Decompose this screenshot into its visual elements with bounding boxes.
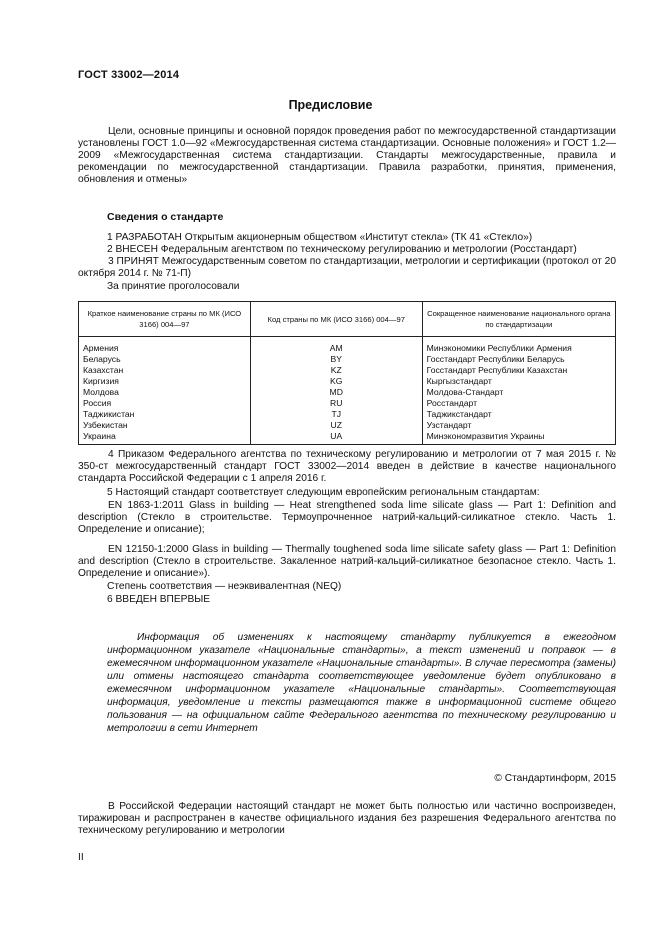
item-6: 6 ВВЕДЕН ВПЕРВЫЕ [107,594,211,605]
country-cell: Киргизия [79,376,251,387]
table-row [79,420,616,431]
body-cell: Кыргызстандарт [422,376,615,387]
code-cell: MD [250,387,422,398]
table-row [79,409,616,420]
code-cell: KG [250,376,422,387]
table-row [79,365,616,376]
table-row [79,431,616,445]
country-cell: Беларусь [79,354,251,365]
page-number: II [78,852,84,863]
item-2: 2 ВНЕСЕН Федеральным агентством по техническому регулированию и метрологии (Росстандарт) [107,244,577,255]
code-cell: UA [250,431,422,445]
country-cell: Узбекистан [79,420,251,431]
country-cell: Украина [79,431,251,445]
code-cell: KZ [250,365,422,376]
table-row [79,354,616,365]
header-country: Краткое наименование страны по МК (ИСО 3166) 004—97 [79,302,251,337]
table-row [79,398,616,409]
body-cell: Росстандарт [422,398,615,409]
table-row [79,387,616,398]
body-cell: Минэкономразвития Украины [422,431,615,445]
standard-en-1863: EN 1863-1:2011 Glass in building — Heat strengthened soda lime silicate glass — Part 1: Definition and description (Стекло в строительстве. Термоупрочненное натрий-кальций-силикатное стекло. Часть 1. Определение и описание); [78,500,616,535]
body-cell: Госстандарт Республики Казахстан [422,365,615,376]
legal-notice: В Российской Федерации настоящий стандарт не может быть полностью или частично воспроизведен, тиражирован и распространен в качестве официального издания без разрешения Федерального агентства по техническому регулированию и метрологии [78,801,616,836]
body-cell: Молдова-Стандарт [422,387,615,398]
code-cell: RU [250,398,422,409]
change-info-notice: Информация об изменениях к настоящему стандарту публикуется в ежегодном информационном указателе «Национальные стандарты», а текст изменений и поправок — в ежемесячном информационном указателе «Национальные стандарты». В случае пересмотра (замены) или отмены настоящего стандарта соответствующее уведомление будет опубликовано в ежемесячном информационном указателе «Национальные стандарты». Соответствующая информация, уведомление и тексты размещаются также в информационной системе общего пользования — на официальном сайте Федерального агентства по техническому регулированию и метрологии в сети Интернет [107,632,616,734]
page-title: Предисловие [288,98,373,112]
country-cell: Молдова [79,387,251,398]
header-code: Код страны по МК (ИСО 3166) 004—97 [250,302,422,337]
intro-paragraph: Цели, основные принципы и основной порядок проведения работ по межгосударственной стандартизации установлены ГОСТ 1.0—92 «Межгосударственная система стандартизации. Основные положения» и ГОСТ 1.2—2009 «Межгосударственная система стандартизации. Стандарты межгосударственные, правила и рекомендации по межгосударственной стандартизации. Правила разработки, принятия, применения, обновления и отмены» [78,126,616,185]
item-4: 4 Приказом Федерального агентства по техническому регулированию и метрологии от 7 мая 2015 г. № 350-ст межгосударственный стандарт ГОСТ 33002—2014 введен в действие в качестве национального стандарта Российской Федерации с 1 апреля 2016 г. [78,449,616,484]
code-cell: AM [250,337,422,355]
vote-table [78,301,616,445]
copyright: © Стандартинформ, 2015 [494,773,616,784]
info-heading: Сведения о стандарте [107,211,224,223]
table-row [79,376,616,387]
body-cell: Госстандарт Республики Беларусь [422,354,615,365]
country-cell: Россия [79,398,251,409]
code-cell: UZ [250,420,422,431]
document-code: ГОСТ 33002—2014 [78,69,180,81]
body-cell: Минэкономики Республики Армения [422,337,615,355]
body-cell: Таджикстандарт [422,409,615,420]
conformity-degree: Степень соответствия — неэквивалентная (NEQ) [107,581,342,592]
country-cell: Казахстан [79,365,251,376]
table-header-row [79,302,616,337]
item-1: 1 РАЗРАБОТАН Открытым акционерным обществом «Институт стекла» (ТК 41 «Стекло») [107,232,533,243]
standard-en-12150: EN 12150-1:2000 Glass in building — Thermally toughened soda lime silicate safety glass — Part 1: Definition and description (Стекло в строительстве. Закаленное натрий-кальций-силикатное безопасное стекло. Часть 1. Определение и описание»). [78,544,616,579]
code-cell: BY [250,354,422,365]
header-body: Сокращенное наименование национального органа по стандартизации [422,302,615,337]
country-cell: Армения [79,337,251,355]
item-5: 5 Настоящий стандарт соответствует следующим европейским региональным стандартам: [107,487,540,498]
table-row [79,337,616,355]
code-cell: TJ [250,409,422,420]
item-3: 3 ПРИНЯТ Межгосударственным советом по стандартизации, метрологии и сертификации (протокол от 20 октября 2014 г. № 71-П) [78,256,616,279]
vote-label: За принятие проголосовали [107,281,240,292]
country-cell: Таджикистан [79,409,251,420]
body-cell: Узстандарт [422,420,615,431]
